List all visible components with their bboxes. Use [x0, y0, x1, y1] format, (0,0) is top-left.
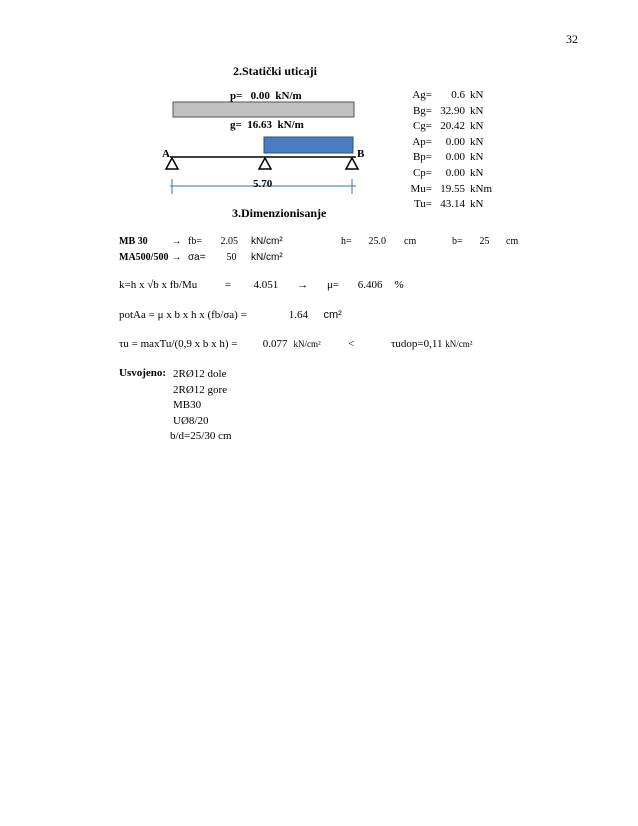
reactions-table	[400, 89, 510, 214]
g-value: 16.63	[247, 119, 273, 131]
tau-unit: kN/cm²	[293, 339, 321, 349]
b-value: 25	[479, 236, 490, 247]
h-row	[341, 236, 416, 247]
section-title-static: 2.Statički uticaji	[233, 64, 317, 78]
fb-unit: kN/cm²	[251, 236, 283, 247]
arrow-icon: →	[297, 279, 309, 291]
reaction-row	[400, 167, 510, 183]
reaction-unit: kN	[470, 120, 484, 133]
pot-row	[119, 309, 342, 321]
h-label: h=	[341, 236, 352, 247]
k-row	[119, 279, 404, 291]
reaction-value: 19.55	[440, 182, 465, 195]
support-mid-triangle	[259, 158, 271, 169]
arrow-icon: →	[171, 252, 182, 263]
span-label: 5.70	[253, 178, 273, 190]
pot-unit: cm²	[323, 309, 342, 321]
ma-name: MA500/500	[119, 252, 169, 263]
reaction-row	[400, 89, 510, 105]
sigma-unit: kN/cm²	[251, 252, 283, 263]
fb-value: 2.05	[220, 236, 238, 247]
section-title-dimensioning: 3.Dimenzionisanje	[232, 206, 327, 220]
reaction-value: 32.90	[440, 104, 465, 117]
tau-udop-unit: kN/cm²	[445, 339, 473, 349]
p-load-label	[230, 90, 302, 102]
tau-formula: τu = maxTu/(0,9 x b x h) =	[119, 338, 238, 350]
mu-label: μ=	[327, 279, 340, 291]
reaction-label: Cg=	[412, 120, 432, 133]
k-formula: k=h x √b x fb/Mu	[119, 279, 198, 291]
reaction-unit: kN	[470, 89, 484, 101]
list-item: MB30	[173, 399, 202, 411]
reaction-label: Tu=	[413, 198, 432, 211]
reaction-unit: kN	[470, 135, 484, 148]
k-eq: =	[224, 279, 231, 291]
tau-value: 0.077	[262, 338, 288, 350]
reaction-unit: kN	[470, 198, 484, 211]
g-load-bar	[264, 137, 353, 153]
g-load-label	[230, 119, 304, 131]
reaction-value: 43.14	[440, 198, 465, 211]
mb-row	[119, 236, 283, 247]
g-unit: kN/m	[277, 119, 304, 131]
h-unit: cm	[404, 236, 417, 247]
list-item: 2RØ12 dole	[173, 368, 227, 380]
reaction-label: Bp=	[412, 151, 432, 164]
arrow-icon: →	[171, 236, 182, 247]
support-b-label: B	[357, 148, 365, 160]
h-value: 25.0	[368, 236, 386, 247]
p-load-bar	[173, 102, 354, 117]
reaction-value: 20.42	[440, 120, 465, 133]
reaction-row	[400, 183, 510, 199]
p-unit: kN/m	[275, 90, 302, 102]
reaction-value: 0.6	[451, 89, 465, 101]
reaction-row	[400, 151, 510, 167]
tau-udop: τudop=0,11	[391, 338, 443, 350]
page-number: 32	[566, 32, 578, 46]
reaction-unit: kN	[470, 104, 484, 117]
g-label: g=	[230, 119, 242, 131]
reaction-row	[400, 105, 510, 121]
reaction-value: 0.00	[445, 135, 465, 148]
fb-label: fb=	[188, 236, 202, 247]
tau-row	[119, 338, 472, 350]
reaction-row	[400, 120, 510, 136]
b-row	[452, 236, 518, 247]
list-item: b/d=25/30 cm	[170, 430, 232, 442]
reaction-unit: kNm	[470, 182, 492, 195]
b-label: b=	[452, 236, 463, 247]
p-label: p=	[230, 90, 243, 102]
tau-compare: <	[348, 338, 355, 350]
reaction-label: Mu=	[410, 182, 432, 195]
usvojeno-label: Usvojeno:	[119, 367, 167, 379]
b-unit: cm	[506, 236, 519, 247]
list-item: 2RØ12 gore	[173, 383, 228, 396]
reaction-label: Ag=	[412, 89, 432, 101]
reaction-unit: kN	[470, 166, 484, 179]
reaction-label: Cp=	[412, 166, 432, 179]
reaction-unit: kN	[470, 151, 484, 164]
mu-value: 6.406	[357, 279, 383, 291]
reaction-row	[400, 198, 510, 214]
k-value: 4.051	[253, 279, 279, 291]
support-a-label: A	[162, 148, 170, 160]
reaction-label: Ap=	[412, 135, 432, 148]
pot-value: 1.64	[288, 309, 308, 321]
sigma-value: 50	[226, 252, 237, 263]
reaction-value: 0.00	[445, 166, 465, 179]
pot-formula: potAa = μ x b x h x (fb/σa) =	[119, 309, 247, 321]
ma-row	[119, 252, 283, 263]
list-item: UØ8/20	[173, 414, 209, 427]
sigma-label: σa=	[188, 252, 206, 263]
reaction-label: Bg=	[412, 104, 432, 117]
reaction-row	[400, 136, 510, 152]
mu-unit: %	[394, 279, 404, 291]
p-value: 0.00	[250, 90, 270, 102]
mb-name: MB 30	[119, 236, 148, 247]
reaction-value: 0.00	[445, 151, 465, 164]
usvojeno-list	[170, 367, 232, 445]
